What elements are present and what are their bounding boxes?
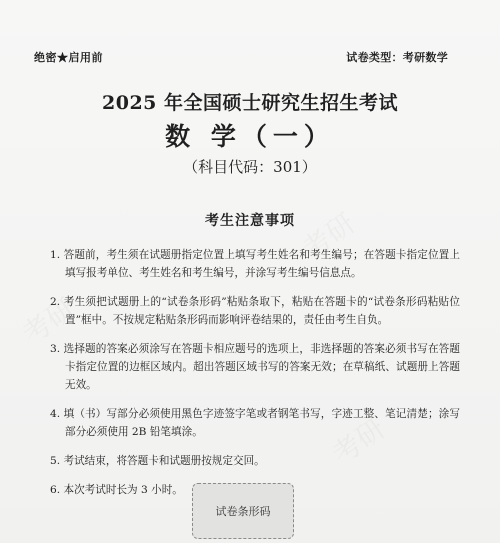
subject-title: 数 学（一） bbox=[165, 122, 335, 151]
watermark: 考研 bbox=[326, 411, 392, 471]
rule-item: 4. 填（书）写部分必须使用黑色字迹签字笔或者钢笔书写，字迹工整、笔记清楚；涂写部分必须使用 2B 铅笔填涂。 bbox=[50, 408, 460, 438]
paper-type-label: 试卷类型：考研数学 bbox=[346, 51, 448, 64]
barcode-area bbox=[192, 483, 294, 539]
rule-item: 3. 选择题的答案必须涂写在答题卡相应题号的选项上，非选择题的答案必须书写在答题卡指定位置的边框区域内。超出答题区域书写的答案无效；在草稿纸、试题册上答题无效。 bbox=[50, 343, 460, 391]
rule-item: 6. 本次考试时长为 3 小时。 bbox=[50, 484, 183, 496]
watermark: 考研 bbox=[296, 206, 362, 266]
rules-list bbox=[50, 246, 460, 510]
rule-item: 1. 答题前，考生须在试题册指定位置上填写考生姓名和考生编号；在答题卡指定位置上填写报考单位、考生姓名和考生编号，并涂写考生编号信息点。 bbox=[50, 249, 460, 279]
notice-heading: 考生注意事项 bbox=[205, 213, 295, 229]
barcode-label: 试卷条形码 bbox=[215, 505, 271, 518]
confidential-label: 绝密★启用前 bbox=[34, 51, 103, 64]
exam-title: 2025 年全国硕士研究生招生考试 bbox=[102, 92, 398, 114]
watermark: 考研 bbox=[16, 291, 82, 351]
rule-item: 2. 考生须把试题册上的“试卷条形码”粘贴条取下，粘贴在答题卡的“试卷条形码粘贴位置”框中。不按规定粘贴条形码而影响评卷结果的，责任由考生自负。 bbox=[50, 296, 460, 326]
subject-code: （科目代码：301） bbox=[183, 158, 317, 176]
rule-item: 5. 考试结束，将答题卡和试题册按规定交回。 bbox=[50, 455, 265, 467]
